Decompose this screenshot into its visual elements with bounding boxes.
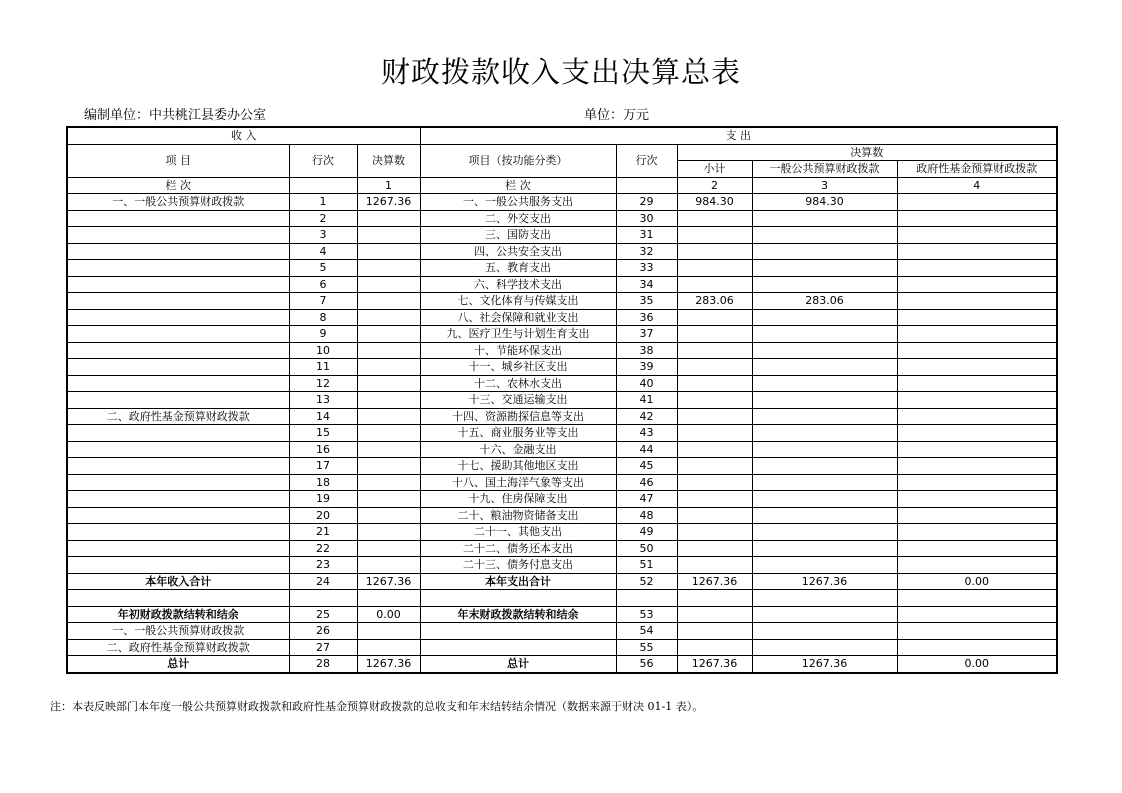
expense-row-cell: 29 xyxy=(616,194,677,211)
income-item-cell: 总计 xyxy=(67,656,289,673)
general-budget-cell xyxy=(752,540,897,557)
gov-fund-cell xyxy=(897,243,1057,260)
gov-fund-cell xyxy=(897,194,1057,211)
income-row-cell: 8 xyxy=(289,309,357,326)
income-row-cell: 9 xyxy=(289,326,357,343)
page-title: 财政拨款收入支出决算总表 xyxy=(380,55,741,89)
expense-item-cell xyxy=(420,623,616,640)
income-amount-cell: 1267.36 xyxy=(357,656,420,673)
subtotal-cell xyxy=(677,639,752,656)
expense-row-cell: 42 xyxy=(616,408,677,425)
income-item-cell xyxy=(67,557,289,574)
subtotal-cell xyxy=(677,359,752,376)
gov-fund-cell: 0.00 xyxy=(897,656,1057,673)
header-row-1 xyxy=(67,127,1057,144)
income-item-cell: 二、政府性基金预算财政拨款 xyxy=(67,639,289,656)
income-row-cell: 3 xyxy=(289,227,357,244)
income-amount-cell xyxy=(357,227,420,244)
gov-fund-cell: 0.00 xyxy=(897,573,1057,590)
expense-item-cell: 二十、粮油物资储备支出 xyxy=(420,507,616,524)
gov-fund-cell xyxy=(897,623,1057,640)
table-row xyxy=(67,557,1057,574)
general-budget-cell xyxy=(752,491,897,508)
expense-item-cell: 十八、国土海洋气象等支出 xyxy=(420,474,616,491)
income-row-cell: 10 xyxy=(289,342,357,359)
gov-fund-cell xyxy=(897,557,1057,574)
expense-row-cell: 38 xyxy=(616,342,677,359)
expense-item-cell: 一、一般公共服务支出 xyxy=(420,194,616,211)
expense-row-cell: 34 xyxy=(616,276,677,293)
general-budget-cell: 984.30 xyxy=(752,194,897,211)
expense-row-cell: 48 xyxy=(616,507,677,524)
expense-row-cell: 36 xyxy=(616,309,677,326)
expense-row-cell: 43 xyxy=(616,425,677,442)
expense-row-cell: 53 xyxy=(616,606,677,623)
income-amount-cell xyxy=(357,342,420,359)
column-index-label-2: 栏 次 xyxy=(420,177,616,194)
income-amount-cell: 0.00 xyxy=(357,606,420,623)
income-row-cell: 23 xyxy=(289,557,357,574)
final-amount-header: 决算数 xyxy=(357,144,420,177)
income-row-cell: 26 xyxy=(289,623,357,640)
income-amount-cell xyxy=(357,524,420,541)
income-row-cell: 28 xyxy=(289,656,357,673)
income-amount-cell xyxy=(357,507,420,524)
currency-unit: 单位：万元 xyxy=(584,108,650,123)
expense-item-cell: 十二、农林水支出 xyxy=(420,375,616,392)
table-row xyxy=(67,524,1057,541)
subtotal-cell xyxy=(677,276,752,293)
table-row xyxy=(67,474,1057,491)
income-item-cell xyxy=(67,491,289,508)
general-budget-cell xyxy=(752,458,897,475)
table-row xyxy=(67,260,1057,277)
gov-fund-cell xyxy=(897,458,1057,475)
subtotal-cell xyxy=(677,524,752,541)
expense-item-cell: 七、文化体育与传媒支出 xyxy=(420,293,616,310)
empty-cell xyxy=(289,590,357,607)
income-row-cell: 11 xyxy=(289,359,357,376)
gov-fund-cell xyxy=(897,309,1057,326)
income-amount-cell xyxy=(357,243,420,260)
subtotal-cell xyxy=(677,210,752,227)
income-row-cell: 22 xyxy=(289,540,357,557)
general-budget-cell xyxy=(752,260,897,277)
general-budget-cell xyxy=(752,474,897,491)
gov-fund-cell xyxy=(897,359,1057,376)
income-row-cell: 15 xyxy=(289,425,357,442)
expense-row-cell: 50 xyxy=(616,540,677,557)
general-budget-cell: 1267.36 xyxy=(752,656,897,673)
general-budget-cell xyxy=(752,507,897,524)
row-no-header: 行次 xyxy=(289,144,357,177)
subtotal-cell xyxy=(677,540,752,557)
income-amount-cell xyxy=(357,441,420,458)
income-row-cell: 2 xyxy=(289,210,357,227)
expense-item-cell: 八、社会保障和就业支出 xyxy=(420,309,616,326)
table-row xyxy=(67,342,1057,359)
expense-item-cell: 四、公共安全支出 xyxy=(420,243,616,260)
gov-fund-cell xyxy=(897,606,1057,623)
general-budget-cell xyxy=(752,375,897,392)
income-row-cell: 1 xyxy=(289,194,357,211)
table-row xyxy=(67,441,1057,458)
general-budget-cell xyxy=(752,408,897,425)
income-amount-cell xyxy=(357,293,420,310)
empty-cell xyxy=(752,590,897,607)
expense-item-cell: 十一、城乡社区支出 xyxy=(420,359,616,376)
subtotal-cell xyxy=(677,243,752,260)
table-row xyxy=(67,309,1057,326)
income-amount-cell xyxy=(357,639,420,656)
income-item-cell xyxy=(67,342,289,359)
subtotal-cell xyxy=(677,557,752,574)
empty-cell xyxy=(420,590,616,607)
table-row xyxy=(67,392,1057,409)
expense-row-cell: 40 xyxy=(616,375,677,392)
income-row-cell: 14 xyxy=(289,408,357,425)
expense-row-cell: 51 xyxy=(616,557,677,574)
table-row xyxy=(67,210,1057,227)
income-row-cell: 21 xyxy=(289,524,357,541)
general-budget-cell: 283.06 xyxy=(752,293,897,310)
subtotal-cell xyxy=(677,491,752,508)
gov-fund-cell xyxy=(897,524,1057,541)
income-row-cell: 18 xyxy=(289,474,357,491)
subtotal-cell xyxy=(677,623,752,640)
gov-fund-cell xyxy=(897,342,1057,359)
empty-cell xyxy=(67,590,289,607)
final-group-header: 决算数 xyxy=(677,144,1057,161)
income-amount-cell xyxy=(357,392,420,409)
subtotal-cell: 1267.36 xyxy=(677,573,752,590)
expense-row-cell: 44 xyxy=(616,441,677,458)
expense-item-cell: 二十一、其他支出 xyxy=(420,524,616,541)
income-amount-cell xyxy=(357,491,420,508)
subtotal-cell xyxy=(677,507,752,524)
income-row-cell: 27 xyxy=(289,639,357,656)
gov-fund-cell xyxy=(897,260,1057,277)
general-budget-cell xyxy=(752,524,897,541)
column-index-blank xyxy=(289,177,357,194)
gov-fund-cell xyxy=(897,425,1057,442)
income-amount-cell xyxy=(357,458,420,475)
subtotal-cell xyxy=(677,408,752,425)
expense-row-cell: 55 xyxy=(616,639,677,656)
income-row-cell: 6 xyxy=(289,276,357,293)
general-budget-cell xyxy=(752,309,897,326)
income-item-cell xyxy=(67,458,289,475)
general-budget-header: 一般公共预算财政拨款 xyxy=(752,161,897,178)
gov-fund-header: 政府性基金预算财政拨款 xyxy=(897,161,1057,178)
table-row xyxy=(67,540,1057,557)
empty-cell xyxy=(357,590,420,607)
header-row-2 xyxy=(67,144,1057,161)
expense-item-cell: 二十三、债务付息支出 xyxy=(420,557,616,574)
income-item-cell: 一、一般公共预算财政拨款 xyxy=(67,623,289,640)
income-amount-cell xyxy=(357,309,420,326)
table-row xyxy=(67,408,1057,425)
expense-row-cell: 33 xyxy=(616,260,677,277)
table-row xyxy=(67,491,1057,508)
expense-row-cell: 31 xyxy=(616,227,677,244)
empty-cell xyxy=(616,590,677,607)
expense-item-cell: 六、科学技术支出 xyxy=(420,276,616,293)
gov-fund-cell xyxy=(897,540,1057,557)
footnote: 注：本表反映部门本年度一般公共预算财政拨款和政府性基金预算财政拨款的总收支和年末结转结余情况（数据来源于财决 01-1 表）。 xyxy=(50,700,704,713)
general-budget-cell xyxy=(752,276,897,293)
table-row xyxy=(67,243,1057,260)
expense-header: 支 出 xyxy=(420,127,1057,144)
table-row xyxy=(67,458,1057,475)
empty-cell xyxy=(677,590,752,607)
income-amount-cell xyxy=(357,260,420,277)
general-budget-cell xyxy=(752,392,897,409)
subtotal-cell: 1267.36 xyxy=(677,656,752,673)
income-row-cell: 20 xyxy=(289,507,357,524)
gov-fund-cell xyxy=(897,639,1057,656)
income-amount-cell xyxy=(357,425,420,442)
income-row-cell: 7 xyxy=(289,293,357,310)
expense-item-cell: 十、节能环保支出 xyxy=(420,342,616,359)
income-amount-cell: 1267.36 xyxy=(357,573,420,590)
income-item-cell: 二、政府性基金预算财政拨款 xyxy=(67,408,289,425)
carry-row xyxy=(67,639,1057,656)
income-item-cell xyxy=(67,392,289,409)
column-index-4: 4 xyxy=(897,177,1057,194)
column-index-label: 栏 次 xyxy=(67,177,289,194)
general-budget-cell xyxy=(752,606,897,623)
gov-fund-cell xyxy=(897,276,1057,293)
gov-fund-cell xyxy=(897,326,1057,343)
expense-row-cell: 45 xyxy=(616,458,677,475)
subtotal-cell xyxy=(677,606,752,623)
table-row xyxy=(67,507,1057,524)
income-item-cell xyxy=(67,524,289,541)
income-amount-cell xyxy=(357,359,420,376)
item-header: 项 目 xyxy=(67,144,289,177)
expense-item-cell: 三、国防支出 xyxy=(420,227,616,244)
income-amount-cell xyxy=(357,375,420,392)
carry-row xyxy=(67,606,1057,623)
income-row-cell: 16 xyxy=(289,441,357,458)
income-item-cell xyxy=(67,309,289,326)
subtotal-cell xyxy=(677,309,752,326)
income-amount-cell xyxy=(357,557,420,574)
general-budget-cell xyxy=(752,359,897,376)
income-item-cell xyxy=(67,227,289,244)
income-row-cell: 12 xyxy=(289,375,357,392)
income-item-cell xyxy=(67,474,289,491)
income-amount-cell xyxy=(357,408,420,425)
table-row xyxy=(67,359,1057,376)
expense-row-cell: 47 xyxy=(616,491,677,508)
expense-item-cell: 年末财政拨款结转和结余 xyxy=(420,606,616,623)
table-row xyxy=(67,293,1057,310)
expense-item-cell: 二、外交支出 xyxy=(420,210,616,227)
income-row-cell: 13 xyxy=(289,392,357,409)
income-item-cell: 年初财政拨款结转和结余 xyxy=(67,606,289,623)
subtotal-cell xyxy=(677,227,752,244)
subtotal-cell xyxy=(677,441,752,458)
expense-item-cell: 十五、商业服务业等支出 xyxy=(420,425,616,442)
expense-item-cell: 五、教育支出 xyxy=(420,260,616,277)
table-row xyxy=(67,326,1057,343)
general-budget-cell xyxy=(752,441,897,458)
year-total-row xyxy=(67,573,1057,590)
expense-item-cell: 总计 xyxy=(420,656,616,673)
income-amount-cell xyxy=(357,276,420,293)
expense-item-cell: 九、医疗卫生与计划生育支出 xyxy=(420,326,616,343)
income-item-cell xyxy=(67,441,289,458)
general-budget-cell xyxy=(752,210,897,227)
income-item-cell: 本年收入合计 xyxy=(67,573,289,590)
expense-item-cell: 十九、住房保障支出 xyxy=(420,491,616,508)
income-amount-cell xyxy=(357,540,420,557)
income-item-cell xyxy=(67,375,289,392)
expense-row-cell: 49 xyxy=(616,524,677,541)
expense-row-cell: 39 xyxy=(616,359,677,376)
expense-row-cell: 41 xyxy=(616,392,677,409)
general-budget-cell xyxy=(752,326,897,343)
gov-fund-cell xyxy=(897,293,1057,310)
income-item-cell: 一、一般公共预算财政拨款 xyxy=(67,194,289,211)
income-row-cell: 24 xyxy=(289,573,357,590)
gov-fund-cell xyxy=(897,408,1057,425)
general-budget-cell xyxy=(752,639,897,656)
income-amount-cell xyxy=(357,474,420,491)
subtotal-cell xyxy=(677,260,752,277)
table-row xyxy=(67,276,1057,293)
expense-item-cell xyxy=(420,639,616,656)
general-budget-cell xyxy=(752,623,897,640)
grand-total-row xyxy=(67,656,1057,673)
income-item-cell xyxy=(67,260,289,277)
gov-fund-cell xyxy=(897,491,1057,508)
subtotal-cell xyxy=(677,326,752,343)
income-item-cell xyxy=(67,507,289,524)
column-index-1: 1 xyxy=(357,177,420,194)
column-index-2: 2 xyxy=(677,177,752,194)
general-budget-cell xyxy=(752,557,897,574)
expense-row-cell: 52 xyxy=(616,573,677,590)
income-item-cell xyxy=(67,276,289,293)
income-amount-cell xyxy=(357,326,420,343)
general-budget-cell xyxy=(752,425,897,442)
gov-fund-cell xyxy=(897,375,1057,392)
income-row-cell: 19 xyxy=(289,491,357,508)
item-by-function-header: 项目（按功能分类） xyxy=(420,144,616,177)
carry-row xyxy=(67,623,1057,640)
income-item-cell xyxy=(67,210,289,227)
expense-row-cell: 32 xyxy=(616,243,677,260)
subtotal-header: 小计 xyxy=(677,161,752,178)
income-amount-cell xyxy=(357,210,420,227)
general-budget-cell xyxy=(752,227,897,244)
expense-item-cell: 本年支出合计 xyxy=(420,573,616,590)
general-budget-cell xyxy=(752,243,897,260)
expense-item-cell: 二十二、债务还本支出 xyxy=(420,540,616,557)
table-row xyxy=(67,375,1057,392)
income-item-cell xyxy=(67,326,289,343)
subtotal-cell xyxy=(677,425,752,442)
row-no-header-2: 行次 xyxy=(616,144,677,177)
subtotal-cell xyxy=(677,392,752,409)
expense-row-cell: 30 xyxy=(616,210,677,227)
subtotal-cell xyxy=(677,458,752,475)
empty-cell xyxy=(897,590,1057,607)
income-item-cell xyxy=(67,243,289,260)
income-item-cell xyxy=(67,293,289,310)
income-item-cell xyxy=(67,540,289,557)
spacer-row xyxy=(67,590,1057,607)
gov-fund-cell xyxy=(897,210,1057,227)
subtotal-cell xyxy=(677,474,752,491)
column-index-3: 3 xyxy=(752,177,897,194)
subtotal-cell: 984.30 xyxy=(677,194,752,211)
expense-item-cell: 十三、交通运输支出 xyxy=(420,392,616,409)
income-row-cell: 25 xyxy=(289,606,357,623)
income-row-cell: 5 xyxy=(289,260,357,277)
income-amount-cell: 1267.36 xyxy=(357,194,420,211)
subtotal-cell xyxy=(677,375,752,392)
gov-fund-cell xyxy=(897,392,1057,409)
income-row-cell: 17 xyxy=(289,458,357,475)
gov-fund-cell xyxy=(897,227,1057,244)
general-budget-cell: 1267.36 xyxy=(752,573,897,590)
general-budget-cell xyxy=(752,342,897,359)
expense-row-cell: 56 xyxy=(616,656,677,673)
subtotal-cell xyxy=(677,342,752,359)
expense-item-cell: 十四、资源勘探信息等支出 xyxy=(420,408,616,425)
income-item-cell xyxy=(67,359,289,376)
expense-row-cell: 35 xyxy=(616,293,677,310)
income-amount-cell xyxy=(357,623,420,640)
expense-row-cell: 37 xyxy=(616,326,677,343)
expense-row-cell: 54 xyxy=(616,623,677,640)
income-row-cell: 4 xyxy=(289,243,357,260)
budget-summary-table xyxy=(66,126,1058,674)
gov-fund-cell xyxy=(897,474,1057,491)
expense-item-cell: 十六、金融支出 xyxy=(420,441,616,458)
income-header: 收 入 xyxy=(67,127,420,144)
subtotal-cell: 283.06 xyxy=(677,293,752,310)
table-row xyxy=(67,425,1057,442)
gov-fund-cell xyxy=(897,441,1057,458)
gov-fund-cell xyxy=(897,507,1057,524)
income-item-cell xyxy=(67,425,289,442)
table-row xyxy=(67,194,1057,211)
expense-item-cell: 十七、援助其他地区支出 xyxy=(420,458,616,475)
table-row xyxy=(67,227,1057,244)
column-index-row xyxy=(67,177,1057,194)
column-index-blank-2 xyxy=(616,177,677,194)
reporting-unit: 编制单位：中共桃江县委办公室 xyxy=(84,108,267,123)
expense-row-cell: 46 xyxy=(616,474,677,491)
